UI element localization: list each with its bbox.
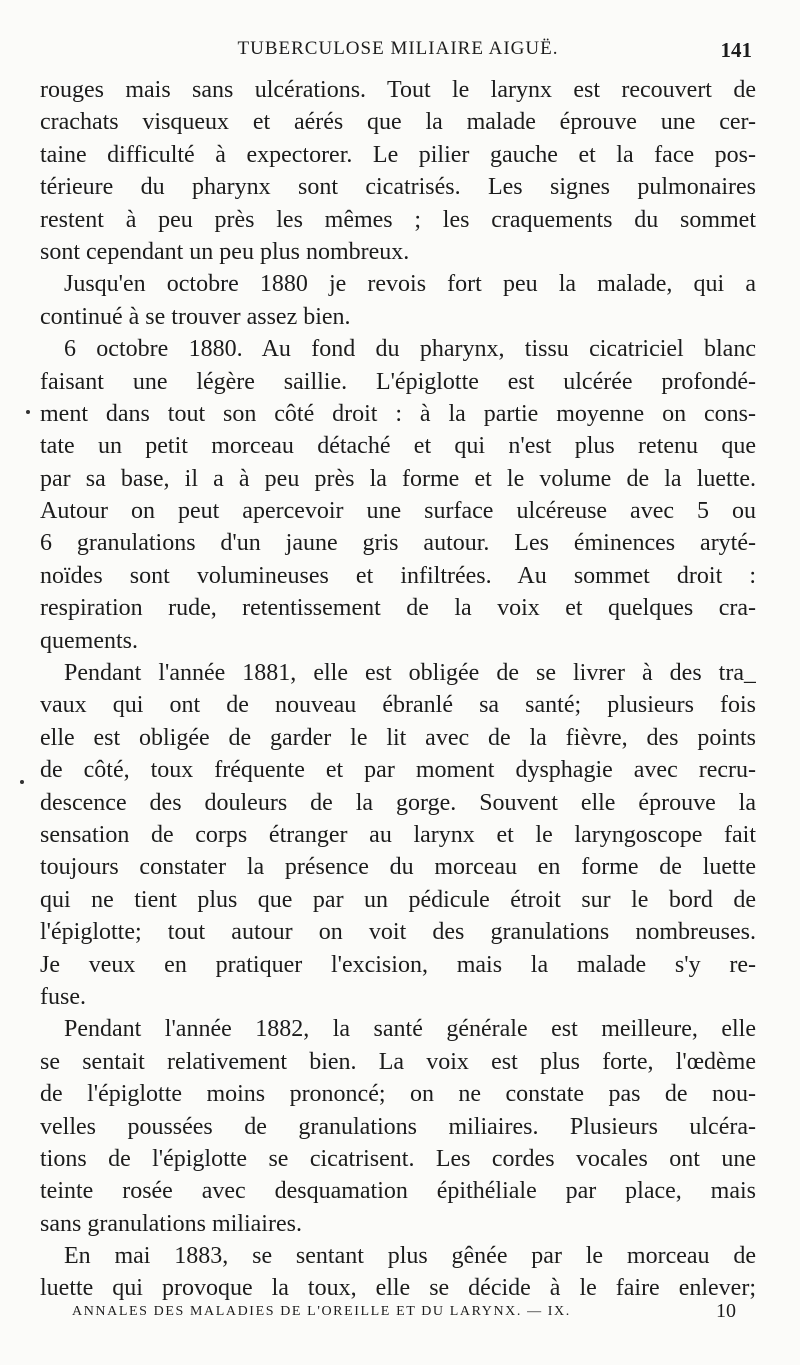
body-text — [40, 74, 756, 1305]
text-line: sans granulations miliaires. — [40, 1210, 302, 1237]
text-line: tate un petit morceau détaché et qui n'est plus retenu que — [40, 433, 756, 460]
text-line: se sentait relativement bien. La voix est plus forte, l'œdème — [40, 1048, 756, 1075]
page-number: 141 — [720, 38, 752, 62]
text-line: sensation de corps étranger au larynx et le laryngoscope fait — [40, 821, 756, 848]
text-line: rouges mais sans ulcérations. Tout le larynx est recouvert de — [40, 77, 756, 103]
text-line: toujours constater la présence du morceau en forme de luette — [40, 854, 756, 881]
text-line: noïdes sont volumineuses et infiltrées. Au sommet droit : — [40, 562, 756, 589]
text-line: Pendant l'année 1882, la santé générale est meilleure, elle — [64, 1016, 756, 1043]
text-line: Jusqu'en octobre 1880 je revois fort peu la malade, qui a — [64, 271, 756, 298]
text-line: Pendant l'année 1881, elle est obligée de se livrer à des tra_ — [64, 660, 756, 687]
running-title: TUBERCULOSE MILIAIRE AIGUË. — [237, 38, 559, 59]
text-line: l'épiglotte; tout autour on voit des granulations nombreuses. — [40, 919, 756, 946]
text-line: Autour on peut apercevoir une surface ulcéreuse avec 5 ou — [40, 498, 756, 525]
text-line: sont cependant un peu plus nombreux. — [40, 238, 410, 265]
text-line: tions de l'épiglotte se cicatrisent. Les cordes vocales ont une — [40, 1145, 756, 1172]
text-line: faisant une légère saillie. L'épiglotte est ulcérée profondé- — [40, 368, 756, 395]
text-line: descence des douleurs de la gorge. Souvent elle éprouve la — [40, 789, 756, 816]
text-line: elle est obligée de garder le lit avec de la fièvre, des points — [40, 724, 756, 751]
text-line: quements. — [40, 627, 138, 654]
text-line: ment dans tout son côté droit : à la partie moyenne on cons- — [40, 400, 756, 427]
text-line: continué à se trouver assez bien. — [40, 303, 351, 330]
text-line: respiration rude, retentissement de la voix et quelques cra- — [40, 595, 756, 622]
text-line: crachats visqueux et aérés que la malade éprouve une cer- — [40, 109, 756, 136]
text-line: Je veux en pratiquer l'excision, mais la malade s'y re- — [40, 951, 756, 978]
text-line: restent à peu près les mêmes ; les craquements du sommet — [40, 206, 756, 233]
journal-footer: ANNALES DES MALADIES DE L'OREILLE ET DU LARYNX. — IX. — [72, 1304, 571, 1319]
text-line: qui ne tient plus que par un pédicule étroit sur le bord de — [40, 886, 756, 913]
margin-speck — [20, 780, 24, 784]
text-line: 6 octobre 1880. Au fond du pharynx, tissu cicatriciel blanc — [64, 336, 756, 363]
text-line: velles poussées de granulations miliaires. Plusieurs ulcéra- — [40, 1113, 756, 1140]
text-line: En mai 1883, se sentant plus gênée par le morceau de — [64, 1243, 756, 1270]
text-line: 6 granulations d'un jaune gris autour. Les éminences aryté- — [40, 530, 756, 557]
text-line: de l'épiglotte moins prononcé; on ne constate pas de nou- — [40, 1081, 756, 1108]
text-line: taine difficulté à expectorer. Le pilier gauche et la face pos- — [40, 141, 756, 168]
text-line: fuse. — [40, 983, 86, 1010]
text-line: térieure du pharynx sont cicatrisés. Les signes pulmonaires — [40, 174, 756, 201]
text-line: luette qui provoque la toux, elle se décide à le faire enlever; — [40, 1275, 756, 1302]
margin-speck — [26, 410, 30, 414]
footer — [72, 1300, 736, 1330]
signature-mark: 10 — [716, 1300, 736, 1322]
text-line: vaux qui ont de nouveau ébranlé sa santé; plusieurs fois — [40, 692, 756, 719]
text-line: teinte rosée avec desquamation épithéliale par place, mais — [40, 1178, 756, 1205]
text-line: de côté, toux fréquente et par moment dysphagie avec recru- — [40, 757, 756, 784]
running-head — [40, 38, 756, 68]
text-line: par sa base, il a à peu près la forme et le volume de la luette. — [40, 465, 756, 492]
